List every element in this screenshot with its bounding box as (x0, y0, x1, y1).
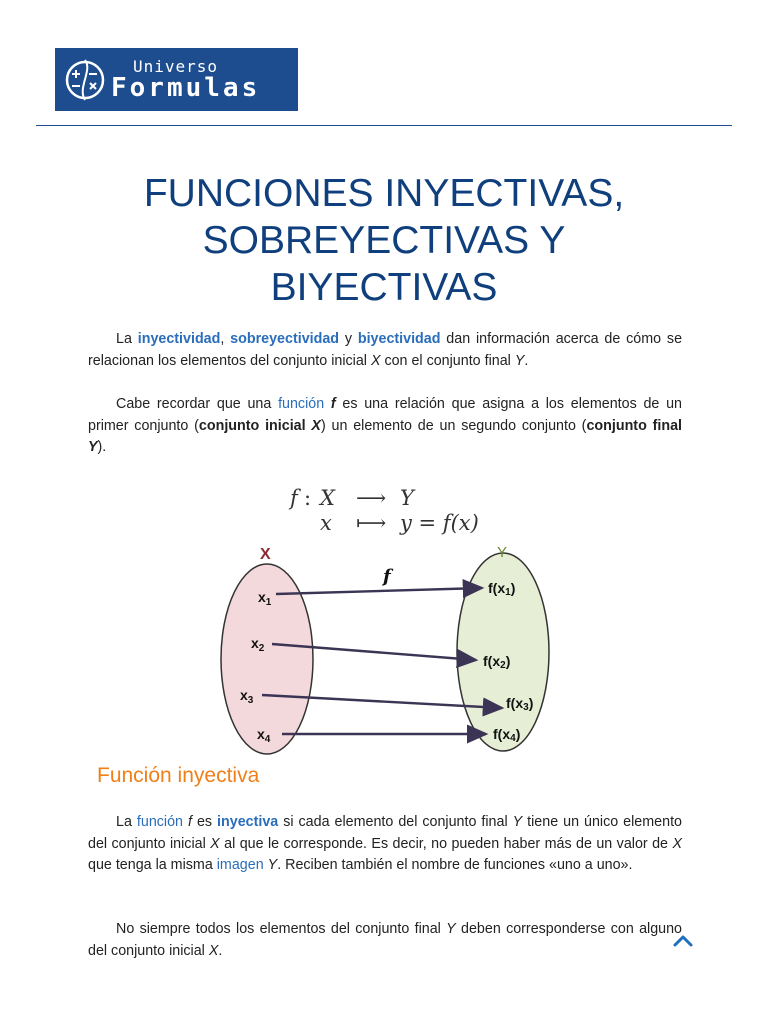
scroll-to-top-button[interactable] (670, 928, 696, 954)
formula-Y: Y (400, 486, 414, 510)
header-divider (36, 125, 732, 126)
formula-arrow: ⟶ (356, 486, 387, 510)
set-y-label: Y (497, 544, 508, 561)
chevron-up-icon (670, 928, 696, 954)
var: X (311, 417, 321, 434)
injective-paragraph (88, 812, 682, 877)
text: ). (97, 439, 107, 455)
var: X (370, 352, 381, 369)
intro-paragraph (88, 329, 682, 372)
text: . Reciben también el nombre de funciones «uno a uno». (277, 857, 633, 873)
var: Y (446, 921, 456, 937)
text (324, 396, 331, 412)
var: Y (512, 814, 523, 830)
title-line: BIYECTIVAS (270, 266, 498, 309)
formula-mapsto: ⟼ (356, 511, 387, 535)
link-funcion-2[interactable]: función (136, 814, 183, 830)
var: X (210, 835, 220, 852)
text: , (220, 331, 231, 347)
link-inyectiva[interactable]: inyectiva (217, 814, 279, 830)
definition-paragraph (88, 394, 682, 459)
codomain-element: f(x4) (493, 726, 521, 744)
text: La (116, 331, 138, 347)
text: tiene un único elemento del conjunto inicial (88, 814, 682, 852)
domain-element: $x_4$ (257, 726, 271, 745)
link-imagen[interactable]: imagen (216, 857, 264, 873)
logo-line-2: Formulas (111, 72, 261, 103)
bold-text: conjunto final (586, 417, 682, 434)
var: Y (267, 857, 278, 873)
text: con el conjunto final (380, 352, 515, 369)
text: . (218, 942, 223, 959)
text: dan información acerca de cómo se relacionan los elementos del conjunto inicial (88, 331, 683, 369)
text: ) un elemento de un segundo conjunto ( (320, 417, 587, 434)
bold-text: conjunto inicial (198, 417, 312, 434)
text: No siempre todos los elementos del conjunto final (116, 921, 447, 937)
link-funcion[interactable]: función (278, 396, 325, 412)
formula-X: X (320, 486, 335, 510)
var: f (330, 396, 336, 412)
var: Y (88, 439, 98, 455)
codomain-element: f(x2) (483, 653, 511, 671)
var: X (672, 835, 682, 852)
var: X (208, 942, 219, 959)
text: que tenga la misma (88, 857, 217, 873)
formula-symbols-icon (63, 58, 107, 102)
codomain-element: f(x3) (506, 695, 534, 713)
domain-element: $x_2$ (251, 635, 265, 654)
set-x-label: X (260, 546, 271, 563)
note-paragraph (88, 919, 682, 962)
var: f (187, 814, 192, 830)
site-logo[interactable] (55, 48, 298, 111)
text: . (524, 352, 529, 369)
text: al que le corresponde. Es decir, no pueden haber más de un valor de (219, 835, 673, 852)
formula-rhs: y = f(x) (400, 511, 479, 535)
text: y (339, 331, 358, 347)
link-inyectividad[interactable]: inyectividad (137, 331, 221, 347)
logo-line-1: Universo (133, 56, 219, 76)
text: Cabe recordar que una (116, 396, 279, 412)
formula-x: x (320, 511, 332, 535)
text: La (116, 814, 137, 830)
function-f-label: f (383, 566, 391, 587)
text: es una relación que asigna a los elementos de un primer conjunto ( (88, 396, 682, 434)
var: Y (514, 352, 525, 369)
formula-f: f (290, 486, 298, 510)
title-line: FUNCIONES INYECTIVAS, (143, 172, 625, 215)
formula (288, 486, 479, 535)
section-heading: Función inyectiva (97, 764, 260, 787)
text: si cada elemento del conjunto final (278, 814, 513, 830)
page-title (60, 170, 708, 311)
formula-colon: : (304, 486, 312, 510)
arrow-x1 (276, 588, 482, 594)
text: es (191, 814, 218, 830)
domain-element: $x_3$ (240, 687, 254, 706)
link-biyectividad[interactable]: biyectividad (357, 331, 441, 347)
domain-element: $x_1$ (258, 589, 272, 608)
function-mapping-diagram (210, 478, 555, 760)
codomain-element: f(x1) (488, 580, 516, 598)
text: deben corresponderse con alguno del conjunto inicial (88, 921, 683, 959)
link-sobreyectividad[interactable]: sobreyectividad (230, 331, 340, 347)
logo-wordmark (111, 56, 261, 103)
title-line: SOBREYECTIVAS Y (202, 219, 566, 262)
